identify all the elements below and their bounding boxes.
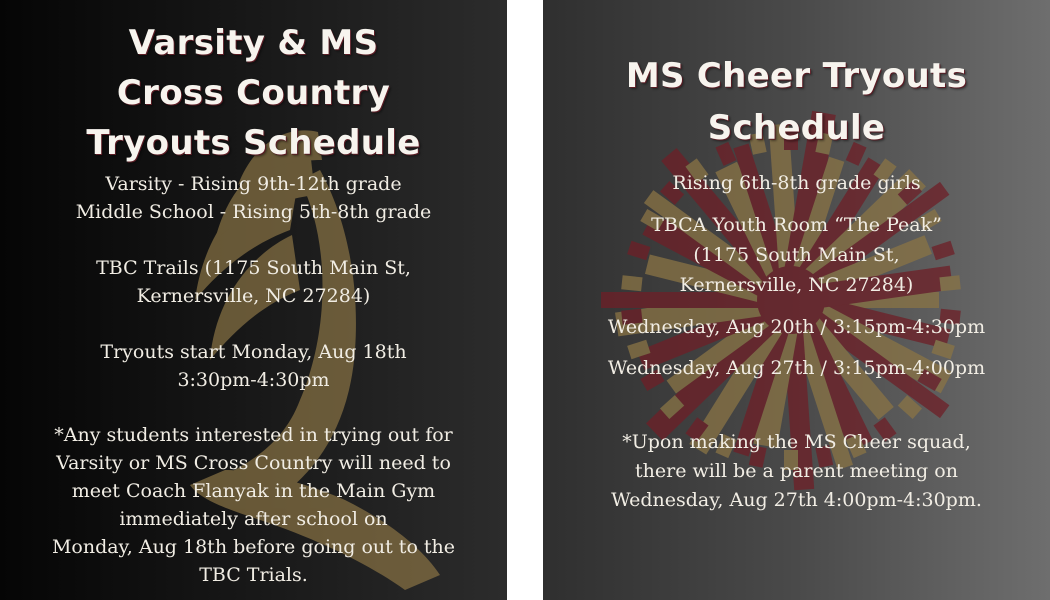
note-text <box>0 421 507 589</box>
title-line: Tryouts Schedule <box>86 123 421 163</box>
note-text <box>543 428 1050 515</box>
tryout-time-info <box>0 338 507 394</box>
cheer-title <box>543 50 1050 154</box>
note-line: meet Coach Flanyak in the Main Gym <box>71 480 436 502</box>
location-line: Kernersville, NC 27284) <box>679 274 914 296</box>
session-one <box>543 313 1050 341</box>
grades-info <box>543 169 1050 197</box>
location-line: TBC Trails (1175 South Main St, <box>96 257 411 279</box>
note-line: Monday, Aug 18th before going out to the <box>51 536 456 558</box>
note-line: TBC Trials. <box>199 564 308 586</box>
note-line: *Upon making the MS Cheer squad, <box>622 431 971 453</box>
location-line: Kernersville, NC 27284) <box>136 285 371 307</box>
grades-info <box>0 170 507 226</box>
title-line: Cross Country <box>116 73 391 113</box>
title-line: Schedule <box>707 108 886 148</box>
title-line: MS Cheer Tryouts <box>625 56 968 96</box>
cross-country-panel <box>0 0 507 600</box>
note-line: immediately after school on <box>119 508 388 530</box>
grades-line: Middle School - Rising 5th-8th grade <box>75 201 432 223</box>
session-line: Wednesday, Aug 20th / 3:15pm-4:30pm <box>607 316 986 338</box>
note-line: Varsity or MS Cross Country will need to <box>56 452 451 474</box>
location-line: (1175 South Main St, <box>693 244 900 266</box>
grades-line: Rising 6th-8th grade girls <box>672 172 921 194</box>
note-line: Wednesday, Aug 27th 4:00pm-4:30pm. <box>611 489 982 511</box>
time-line: 3:30pm-4:30pm <box>177 369 330 391</box>
session-two <box>543 354 1050 382</box>
grades-line: Varsity - Rising 9th-12th grade <box>105 173 402 195</box>
location-info <box>0 254 507 310</box>
note-line: *Any students interested in trying out for <box>54 424 453 446</box>
title-line: Varsity & MS <box>128 23 379 63</box>
location-info <box>543 210 1050 300</box>
session-line: Wednesday, Aug 27th / 3:15pm-4:00pm <box>607 357 986 379</box>
cheer-panel <box>543 0 1050 600</box>
location-line: TBCA Youth Room “The Peak” <box>651 214 942 236</box>
note-line: there will be a parent meeting on <box>635 460 958 482</box>
time-line: Tryouts start Monday, Aug 18th <box>100 341 407 363</box>
cross-country-title <box>0 18 507 168</box>
